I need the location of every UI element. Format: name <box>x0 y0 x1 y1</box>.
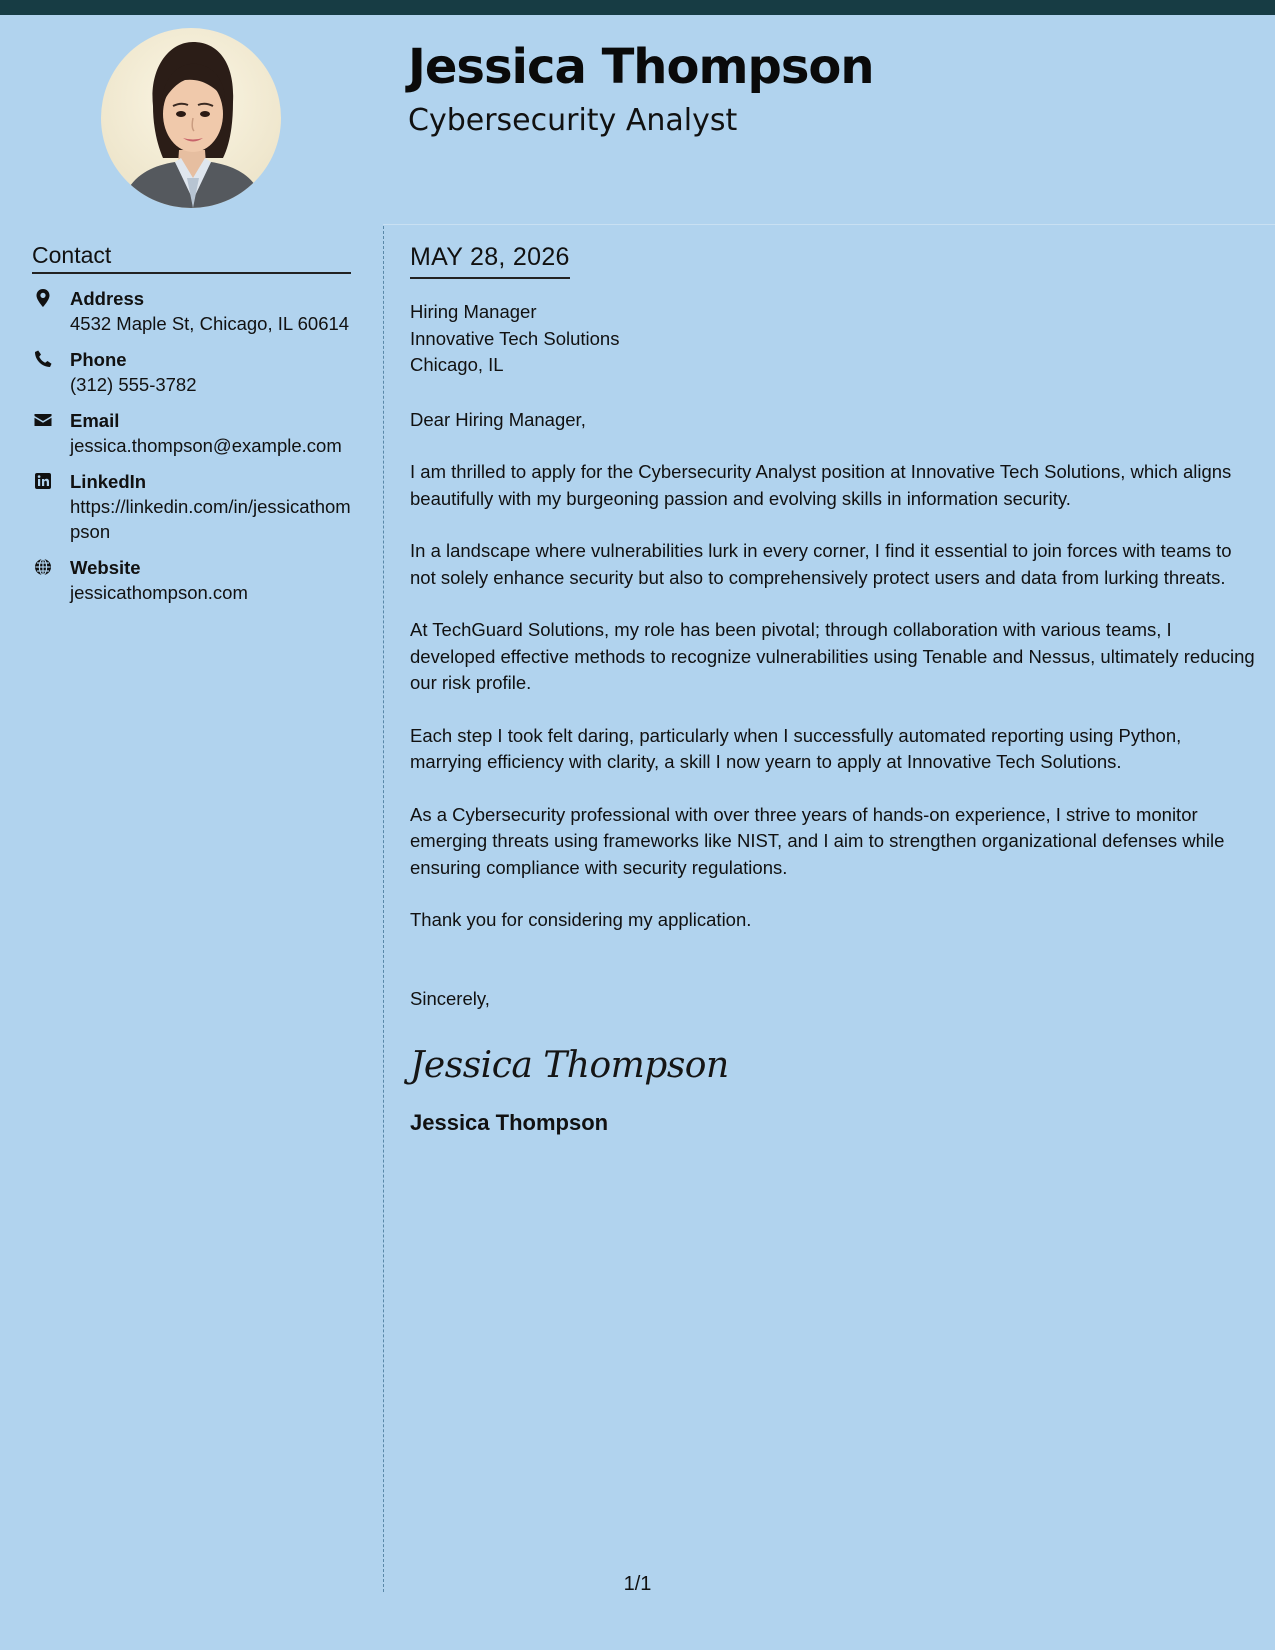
contact-label: Phone <box>70 349 127 370</box>
page-number: 1/1 <box>623 1573 652 1595</box>
profile-photo <box>101 28 281 208</box>
letter-paragraph: Thank you for considering my application. <box>410 909 752 930</box>
letter-paragraph: In a landscape where vulnerabilities lurk in every corner, I find it essential to join forces with teams to not solely enhance security but also to comprehensively protect users and data from lurking threats. <box>410 540 1232 588</box>
map-pin-icon <box>33 288 53 308</box>
linkedin-link[interactable]: https://linkedin.com/in/jessicathompson <box>70 496 351 542</box>
salutation: Dear Hiring Manager, <box>410 408 586 430</box>
top-accent-bar <box>0 0 1275 15</box>
signer-name: Jessica Thompson <box>410 1110 609 1135</box>
applicant-name: Jessica Thompson <box>408 39 874 95</box>
contact-label: Website <box>70 557 141 578</box>
contact-item-phone <box>32 347 351 397</box>
contact-heading: Contact <box>32 240 351 274</box>
contact-label: LinkedIn <box>70 471 147 492</box>
letter-closing: Sincerely, <box>410 987 490 1009</box>
recipient-line: Innovative Tech Solutions <box>410 327 620 349</box>
contact-sidebar <box>32 240 351 616</box>
letter-paragraphs <box>410 459 1255 934</box>
address-value: 4532 Maple St, Chicago, IL 60614 <box>70 313 350 334</box>
recipient-line: Hiring Manager <box>410 301 537 322</box>
handwritten-signature: Jessica Thompson <box>410 1045 729 1086</box>
letter-paragraph: At TechGuard Solutions, my role has been pivotal; through collaboration with various teams, I developed effective methods to recognize vulnerabilities using Tenable and Nessus, ultimately reducing our risk profile. <box>410 619 1255 693</box>
letter-date: MAY 28, 2026 <box>410 240 570 279</box>
contact-item-website <box>32 555 351 605</box>
recipient-block <box>410 299 1255 379</box>
contact-list <box>32 286 351 605</box>
contact-item-address <box>32 286 351 336</box>
letter-paragraph: I am thrilled to apply for the Cybersecurity Analyst position at Innovative Tech Solutions, which aligns beautifully with my burgeoning passion and evolving skills in information security. <box>410 461 1232 509</box>
phone-value: (312) 555-3782 <box>70 374 197 395</box>
cover-letter-body <box>410 240 1255 1138</box>
envelope-icon <box>33 410 53 430</box>
letter-paragraph: As a Cybersecurity professional with over three years of hands-on experience, I strive to monitor emerging threats using frameworks like NIST, and I aim to strengthen organizational defenses while ensuring compliance with security regulations. <box>410 803 1225 878</box>
letter-paragraph: Each step I took felt daring, particularly when I successfully automated reporting using Python, marrying efficiency with clarity, a skill I now yearn to apply at Innovative Tech Solutions. <box>410 724 1182 772</box>
contact-item-linkedin <box>32 469 351 544</box>
globe-icon <box>33 557 53 577</box>
website-link[interactable]: jessicathompson.com <box>70 582 248 603</box>
header-divider <box>383 224 1275 225</box>
contact-label: Email <box>70 410 120 431</box>
linkedin-icon <box>33 471 53 491</box>
column-divider <box>383 226 384 1592</box>
contact-item-email <box>32 408 351 458</box>
applicant-title: Cybersecurity Analyst <box>408 103 738 138</box>
recipient-line: Chicago, IL <box>410 354 504 375</box>
phone-icon <box>33 349 53 369</box>
email-link[interactable]: jessica.thompson@example.com <box>70 435 342 456</box>
contact-label: Address <box>70 288 145 309</box>
